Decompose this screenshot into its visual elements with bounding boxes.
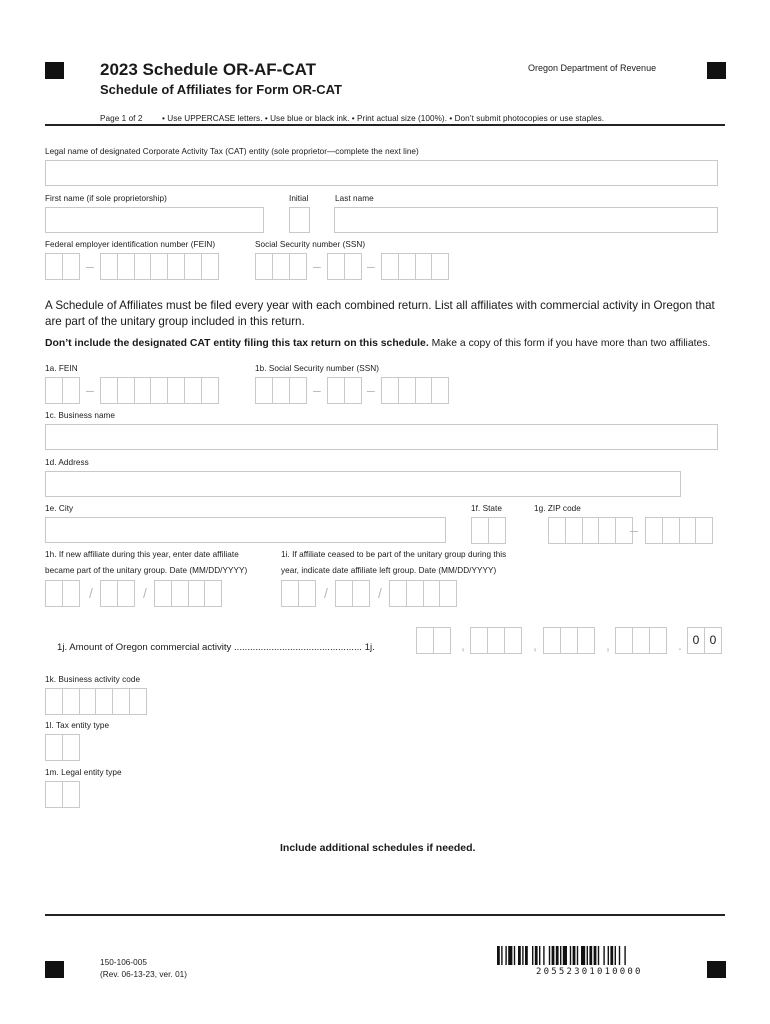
new-date-day[interactable] <box>100 580 134 607</box>
form-number: 150-106-005 <box>100 958 147 967</box>
amount-comma-3: , <box>606 637 610 653</box>
first-name-label: First name (if sole proprietorship) <box>45 194 167 203</box>
last-name-label: Last name <box>335 194 374 203</box>
amount-group-3[interactable] <box>543 627 593 654</box>
affiliate-fein-part2[interactable] <box>100 377 218 404</box>
initial-field[interactable] <box>289 207 310 233</box>
first-name-field[interactable] <box>45 207 264 233</box>
ceased-date-slash-2: / <box>378 585 382 601</box>
form-revision: (Rev. 06-13-23, ver. 01) <box>100 970 188 979</box>
new-date-month[interactable] <box>45 580 79 607</box>
fein-dash: – <box>86 258 94 274</box>
affiliate-ssn-dash-1: – <box>313 382 321 398</box>
intro-paragraph: A Schedule of Affiliates must be filed every year with each combined return. List all affiliates with commercial activity in Oregon that are part of the unitary group included in this return. <box>45 299 715 328</box>
registration-mark-top-left <box>45 62 64 79</box>
ceased-date-year[interactable] <box>389 580 456 607</box>
amount-comma-2: , <box>533 637 537 653</box>
last-name-field[interactable] <box>334 207 718 233</box>
amount-group-1[interactable] <box>416 627 450 654</box>
ceased-date-slash-1: / <box>324 585 328 601</box>
city-field[interactable] <box>45 517 446 543</box>
agency-name: Oregon Department of Revenue <box>528 63 657 73</box>
fein-label: Federal employer identification number (FEIN) <box>45 240 216 249</box>
ssn-dash-2: – <box>367 258 375 274</box>
amount-comma-1: , <box>461 637 465 653</box>
legal-name-label: Legal name of designated Corporate Activity Tax (CAT) entity (sole proprietor—complete the next line) <box>45 147 419 156</box>
entity-ssn-part1[interactable] <box>255 253 305 280</box>
affiliate-ssn-part3[interactable] <box>381 377 448 404</box>
legal-entity-type-label: 1m. Legal entity type <box>45 768 122 777</box>
ceased-date-day[interactable] <box>335 580 369 607</box>
affiliate-fein-dash: – <box>86 382 94 398</box>
ceased-date-label-line2: year, indicate date affiliate left group. Date (MM/DD/YYYY) <box>281 566 497 575</box>
legal-entity-type-field[interactable] <box>45 781 79 808</box>
intro-note <box>45 338 735 349</box>
activity-code-label: 1k. Business activity code <box>45 675 141 684</box>
affiliate-fein-part1[interactable] <box>45 377 79 404</box>
address-label: 1d. Address <box>45 458 89 467</box>
amount-label: 1j. Amount of Oregon commercial activity ................................................ 1j. <box>57 642 375 653</box>
affiliate-ssn-dash-2: – <box>367 382 375 398</box>
city-label: 1e. City <box>45 504 74 513</box>
affiliate-fein-label: 1a. FEIN <box>45 364 78 373</box>
zip-part1[interactable] <box>548 517 632 544</box>
state-label: 1f. State <box>471 504 502 513</box>
entity-ssn-part3[interactable] <box>381 253 448 280</box>
registration-mark-top-right <box>707 62 726 79</box>
header-rule <box>45 124 725 126</box>
affiliate-ssn-part1[interactable] <box>255 377 305 404</box>
intro-note-rest: Make a copy of this form if you have more than two affiliates. <box>428 338 711 349</box>
additional-schedules-note: Include additional schedules if needed. <box>280 842 476 854</box>
intro-note-bold: Don’t include the designated CAT entity filing this tax return on this schedule. <box>45 338 429 349</box>
form-subtitle: Schedule of Affiliates for Form OR-CAT <box>100 82 342 97</box>
activity-code-field[interactable] <box>45 688 146 715</box>
address-field[interactable] <box>45 471 681 497</box>
zip-label: 1g. ZIP code <box>534 504 581 513</box>
entity-fein-part2[interactable] <box>100 253 218 280</box>
form-instructions: • Use UPPERCASE letters. • Use blue or black ink. • Print actual size (100%). • Don’t submit photocopies or use staples. <box>162 114 605 123</box>
ceased-date-label-line1: 1i. If affiliate ceased to be part of the unitary group during this <box>281 550 507 559</box>
zip-part2[interactable] <box>645 517 712 544</box>
new-date-slash-2: / <box>143 585 147 601</box>
new-date-label-line1: 1h. If new affiliate during this year, enter date affiliate <box>45 550 239 559</box>
form-title: 2023 Schedule OR-AF-CAT <box>100 60 317 79</box>
amount-decimal-point: . <box>678 637 682 653</box>
state-field[interactable] <box>471 517 505 544</box>
amount-cents-digit-1: 0 <box>687 627 705 654</box>
initial-label: Initial <box>289 194 309 203</box>
ssn-dash-1: – <box>313 258 321 274</box>
ceased-date-month[interactable] <box>281 580 315 607</box>
business-name-field[interactable] <box>45 424 718 450</box>
legal-name-field[interactable] <box>45 160 718 186</box>
entity-ssn-part2[interactable] <box>327 253 361 280</box>
tax-entity-type-label: 1l. Tax entity type <box>45 721 110 730</box>
tax-entity-type-field[interactable] <box>45 734 79 761</box>
barcode-number: 20552301010000 <box>536 967 643 977</box>
new-date-label-line2: became part of the unitary group. Date (MM/DD/YYYY) <box>45 566 248 575</box>
entity-fein-part1[interactable] <box>45 253 79 280</box>
amount-cents <box>687 627 725 654</box>
page-number: Page 1 of 2 <box>100 114 143 123</box>
affiliate-ssn-part2[interactable] <box>327 377 361 404</box>
new-date-slash-1: / <box>89 585 93 601</box>
amount-cents-digit-2: 0 <box>704 627 722 654</box>
registration-mark-bottom-right <box>707 961 726 978</box>
footer-rule <box>45 914 725 916</box>
business-name-label: 1c. Business name <box>45 411 116 420</box>
amount-group-2[interactable] <box>470 627 520 654</box>
amount-group-4[interactable] <box>615 627 665 654</box>
registration-mark-bottom-left <box>45 961 64 978</box>
barcode-image <box>497 946 672 965</box>
new-date-year[interactable] <box>154 580 221 607</box>
zip-dash: – <box>630 522 638 538</box>
ssn-label: Social Security number (SSN) <box>255 240 366 249</box>
affiliate-ssn-label: 1b. Social Security number (SSN) <box>255 364 380 373</box>
